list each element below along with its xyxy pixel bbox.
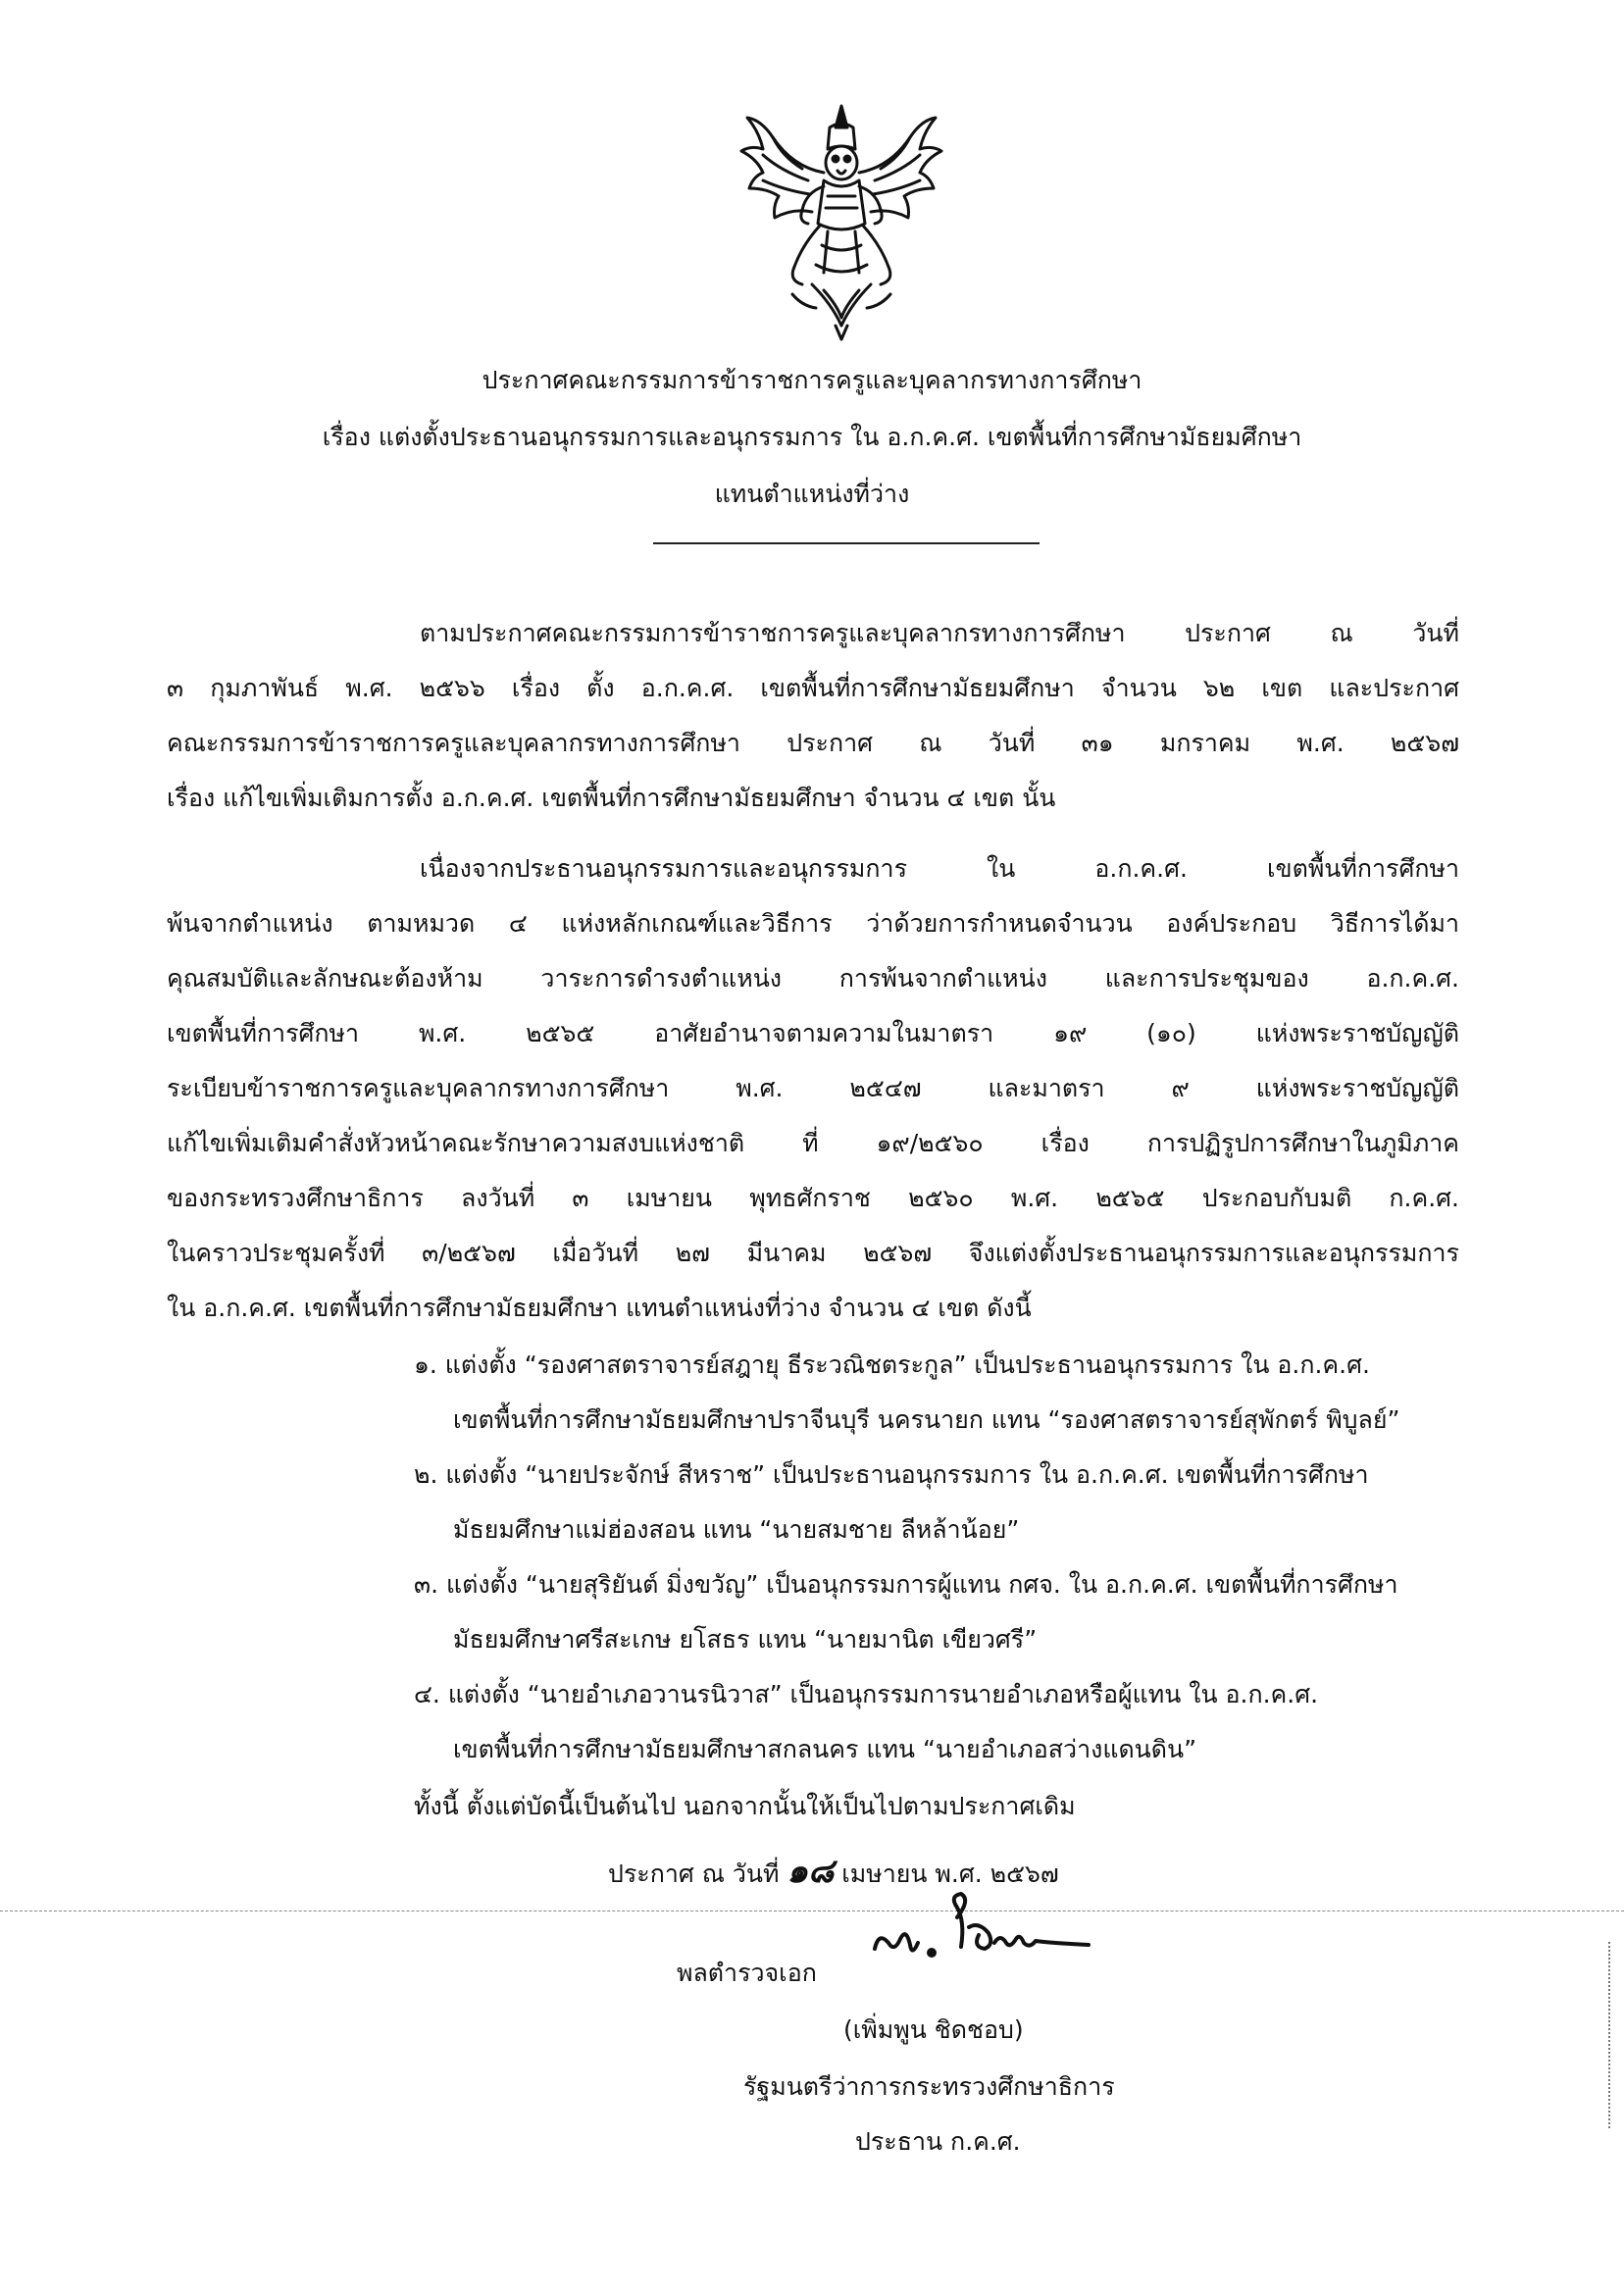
para2-line: ระเบียบข้าราชการครูและบุคลากรทางการศึกษา พ.ศ. ๒๕๔๗ และมาตรา ๙ แห่งพระราชบัญญัติ	[167, 1074, 1459, 1102]
list-item-4-line-2: เขตพื้นที่การศึกษามัธยมศึกษาสกลนคร แทน “นายอำเภอสว่างแดนดิน”	[453, 1735, 1197, 1763]
para2-line: เนื่องจากประธานอนุกรรมการและอนุกรรมการ ใน อ.ก.ค.ศ. เขตพื้นที่การศึกษา	[420, 854, 1459, 883]
date-prefix: ประกาศ ณ วันที่	[608, 1860, 780, 1888]
list-item-3-line-1: ๓. แต่งตั้ง “นายสุริยันต์ มิ่งขวัญ” เป็นอนุกรรมการผู้แทน กศจ. ใน อ.ก.ค.ศ. เขตพื้นที่การศึกษา	[414, 1570, 1398, 1599]
list-item-2-line-1: ๒. แต่งตั้ง “นายประจักษ์ สีหราช” เป็นประธานอนุกรรมการ ใน อ.ก.ค.ศ. เขตพื้นที่การศึกษา	[414, 1460, 1369, 1489]
garuda-emblem-icon	[734, 98, 949, 343]
closing-statement: ทั้งนี้ ตั้งแต่บัดนี้เป็นต้นไป นอกจากนั้นให้เป็นไปตามประกาศเดิม	[414, 1792, 1076, 1820]
para1-line: เรื่อง แก้ไขเพิ่มเติมการตั้ง อ.ก.ค.ศ. เขตพื้นที่การศึกษามัธยมศึกษา จำนวน ๔ เขต นั้น	[167, 784, 1056, 812]
para2-line: พ้นจากตำแหน่ง ตามหมวด ๔ แห่งหลักเกณฑ์และวิธีการ ว่าด้วยการกำหนดจำนวน องค์ประกอบ วิธีการได้มา	[167, 909, 1459, 938]
para1-line: คณะกรรมการข้าราชการครูและบุคลากรทางการศึกษา ประกาศ ณ วันที่ ๓๑ มกราคม พ.ศ. ๒๕๖๗	[167, 729, 1459, 757]
doc-title-line-2: เรื่อง แต่งตั้งประธานอนุกรรมการและอนุกรรมการ ใน อ.ก.ค.ศ. เขตพื้นที่การศึกษามัธยมศึกษา	[322, 423, 1302, 451]
list-item-1-line-1: ๑. แต่งตั้ง “รองศาสตราจารย์สฎายุ ธีระวณิชตระกูล” เป็นประธานอนุกรรมการ ใน อ.ก.ค.ศ.	[414, 1350, 1370, 1379]
scan-edge-mark	[1608, 1942, 1612, 2128]
doc-title-line-1: ประกาศคณะกรรมการข้าราชการครูและบุคลากรทางการศึกษา	[482, 366, 1142, 394]
para2-line: ของกระทรวงศึกษาธิการ ลงวันที่ ๓ เมษายน พุทธศักราช ๒๕๖๐ พ.ศ. ๒๕๖๕ ประกอบกับมติ ก.ค.ศ.	[167, 1184, 1459, 1212]
para1-line: ตามประกาศคณะกรรมการข้าราชการครูและบุคลากรทางการศึกษา ประกาศ ณ วันที่	[420, 619, 1459, 647]
list-item-4-line-1: ๔. แต่งตั้ง “นายอำเภอวานรนิวาส” เป็นอนุกรรมการนายอำเภอหรือผู้แทน ใน อ.ก.ค.ศ.	[414, 1680, 1319, 1708]
doc-title-line-3: แทนตำแหน่งที่ว่าง	[714, 480, 910, 508]
title-divider	[653, 542, 1040, 544]
list-item-2-line-2: มัธยมศึกษาแม่ฮ่องสอน แทน “นายสมชาย ลีหล้าน้อย”	[453, 1515, 1020, 1544]
signer-position-1: รัฐมนตรีว่าการกระทรวงศึกษาธิการ	[743, 2072, 1115, 2101]
list-item-3-line-2: มัธยมศึกษาศรีสะเกษ ยโสธร แทน “นายมานิต เขียวศรี”	[453, 1625, 1038, 1654]
signer-rank: พลตำรวจเอก	[677, 1959, 817, 1987]
para2-line: แก้ไขเพิ่มเติมคำสั่งหัวหน้าคณะรักษาความสงบแห่งชาติ ที่ ๑๙/๒๕๖๐ เรื่อง การปฏิรูปการศึกษาในภูมิภาค	[167, 1129, 1459, 1157]
date-day-handwritten: ๑๘	[787, 1852, 835, 1891]
para2-line: ใน อ.ก.ค.ศ. เขตพื้นที่การศึกษามัธยมศึกษา แทนตำแหน่งที่ว่าง จำนวน ๔ เขต ดังนี้	[167, 1294, 1032, 1322]
para1-line: ๓ กุมภาพันธ์ พ.ศ. ๒๕๖๖ เรื่อง ตั้ง อ.ก.ค.ศ. เขตพื้นที่การศึกษามัธยมศึกษา จำนวน ๖๒ เขต และประกาศ	[167, 674, 1459, 702]
para2-line: เขตพื้นที่การศึกษา พ.ศ. ๒๕๖๕ อาศัยอำนาจตามความในมาตรา ๑๙ (๑๐) แห่งพระราชบัญญัติ	[167, 1019, 1459, 1047]
signer-name: (เพิ่มพูน ชิดชอบ)	[843, 2015, 1024, 2044]
para2-line: คุณสมบัติและลักษณะต้องห้าม วาระการดำรงตำแหน่ง การพ้นจากตำแหน่ง และการประชุมของ อ.ก.ค.ศ.	[167, 964, 1459, 993]
signer-position-2: ประธาน ก.ค.ศ.	[855, 2127, 1021, 2156]
para2-line: ในคราวประชุมครั้งที่ ๓/๒๕๖๗ เมื่อวันที่ ๒๗ มีนาคม ๒๕๖๗ จึงแต่งตั้งประธานอนุกรรมการและอนุกรรมการ	[167, 1239, 1459, 1267]
handwritten-signature	[863, 1888, 1098, 1976]
date-suffix: เมษายน พ.ศ. ๒๕๖๗	[841, 1860, 1059, 1888]
list-item-1-line-2: เขตพื้นที่การศึกษามัธยมศึกษาปราจีนบุรี นครนายก แทน “รองศาสตราจารย์สุพักตร์ พิบูลย์”	[453, 1405, 1400, 1434]
